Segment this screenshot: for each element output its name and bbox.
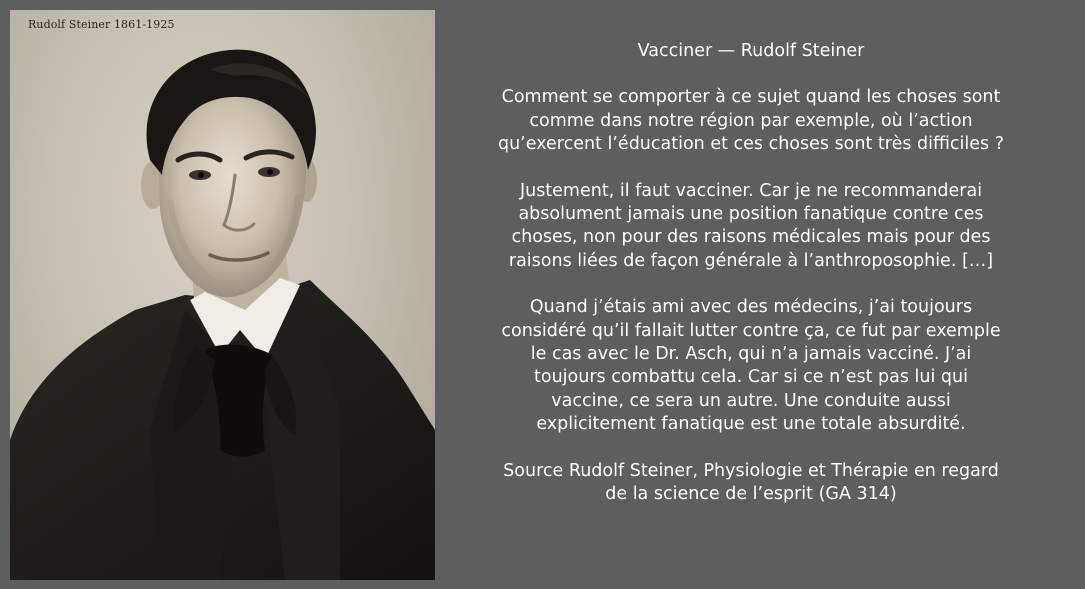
quote-panel [447, 40, 1055, 507]
anecdote-line: toujours combattu cela. Car si ce n’est pas lui qui [534, 367, 968, 388]
question-line: comme dans notre région par exemple, où l’action [529, 110, 973, 131]
photo-caption: Rudolf Steiner 1861-1925 [28, 18, 175, 31]
anecdote-line: considéré qu’il fallait lutter contre ça, ce fut par exemple [501, 320, 1001, 341]
quote-title [447, 40, 1055, 63]
answer-line: raisons liées de façon générale à l’anthroposophie. […] [508, 250, 994, 271]
anecdote-line: le cas avec le Dr. Asch, qui n’a jamais vacciné. J’ai [530, 344, 972, 365]
answer-line: Justement, il faut vacciner. Car je ne recommanderai [519, 180, 983, 201]
answer-paragraph [447, 180, 1055, 274]
man-portrait-icon [10, 10, 435, 580]
question-line: Comment se comporter à ce sujet quand les choses sont [501, 87, 1001, 108]
answer-line: choses, non pour des raisons médicales mais pour des [511, 227, 991, 248]
source-line: Source Rudolf Steiner, Physiologie et Thérapie en regard [503, 460, 999, 481]
anecdote-line: vaccine, ce sera un autre. Une conduite aussi [551, 390, 951, 411]
source-line: de la science de l’esprit (GA 314) [605, 484, 897, 505]
title-line: Vacciner — Rudolf Steiner [637, 41, 865, 61]
question-paragraph [447, 86, 1055, 156]
anecdote-line: Quand j’étais ami avec des médecins, j’ai toujours [529, 297, 973, 318]
anecdote-paragraph [447, 296, 1055, 436]
anecdote-line: explicitement fanatique est une totale absurdité. [536, 414, 966, 435]
source-paragraph [447, 460, 1055, 507]
answer-line: absolument jamais une position fanatique contre ces [518, 204, 984, 225]
portrait-photo [10, 10, 435, 580]
question-line: qu’exercent l’éducation et ces choses sont très difficiles ? [497, 134, 1004, 155]
